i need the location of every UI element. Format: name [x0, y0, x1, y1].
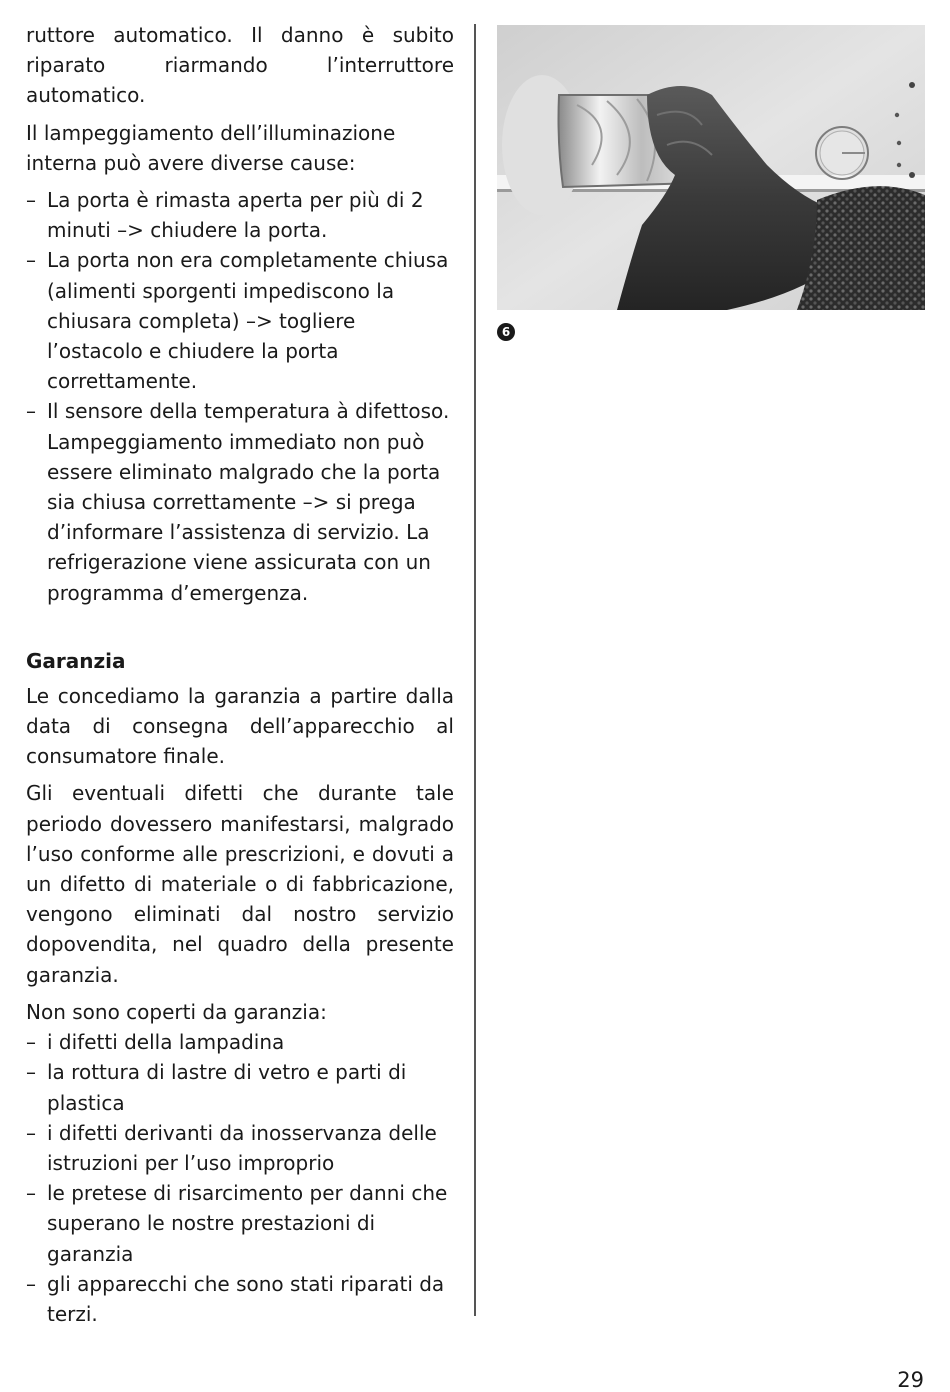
- paragraph-light-flashing-intro: Il lampeggiamento dell’illuminazione interna può avere diverse cause:: [26, 120, 396, 175]
- list-item: – gli apparecchi che sono stati riparati da terzi.: [26, 1269, 454, 1329]
- paragraph-breaker-repair: ruttore automatico. Il danno è subito riparato riarmando l’interruttore automatico.: [26, 23, 454, 108]
- exclusions-list: [26, 1027, 454, 1329]
- paragraph-not-covered-intro: Non sono coperti da garanzia:: [26, 999, 327, 1024]
- list-item: – Il sensore della temperatura à difettoso. Lampeggiamento immediato non può essere eliminato malgrado che la porta sia chiusa correttamente –> si prega d’informare l’assistenza di servizio. La refrigerazione viene assicurata con un programma d’emergenza.: [26, 396, 454, 607]
- list-item: – La porta è rimasta aperta per più di 2 minuti –> chiudere la porta.: [26, 185, 454, 245]
- paragraph-warranty-defects: Gli eventuali difetti che durante tale periodo dovessero manifestarsi, malgrado l’uso conforme alle prescrizioni, e dovuti a un difetto di materiale o di fabbricazione, vengono eliminati dal nostro servizio dopovendita, nel quadro della presente garanzia.: [26, 781, 454, 987]
- section-heading-garanzia: Garanzia: [26, 648, 126, 673]
- figure-photo-lamp-cover: [497, 25, 925, 310]
- causes-list: [26, 185, 454, 608]
- list-item: – la rottura di lastre di vetro e parti di plastica: [26, 1057, 454, 1117]
- list-item: – La porta non era completamente chiusa (alimenti sporgenti impediscono la chiusara completa) –> togliere l’ostacolo e chiudere la porta correttamente.: [26, 245, 454, 396]
- page-number: 29: [897, 1368, 924, 1392]
- list-item: – i difetti della lampadina: [26, 1027, 454, 1057]
- paragraph-warranty-start: Le concediamo la garanzia a partire dalla data di consegna dell’apparecchio al consumatore finale.: [26, 683, 454, 769]
- left-column: [26, 20, 454, 1336]
- column-divider: [474, 24, 476, 1316]
- figure-number-badge: 6: [497, 323, 515, 341]
- list-item: – le pretese di risarcimento per danni che superano le nostre prestazioni di garanzia: [26, 1178, 454, 1269]
- list-item: – i difetti derivanti da inosservanza delle istruzioni per l’uso improprio: [26, 1118, 454, 1178]
